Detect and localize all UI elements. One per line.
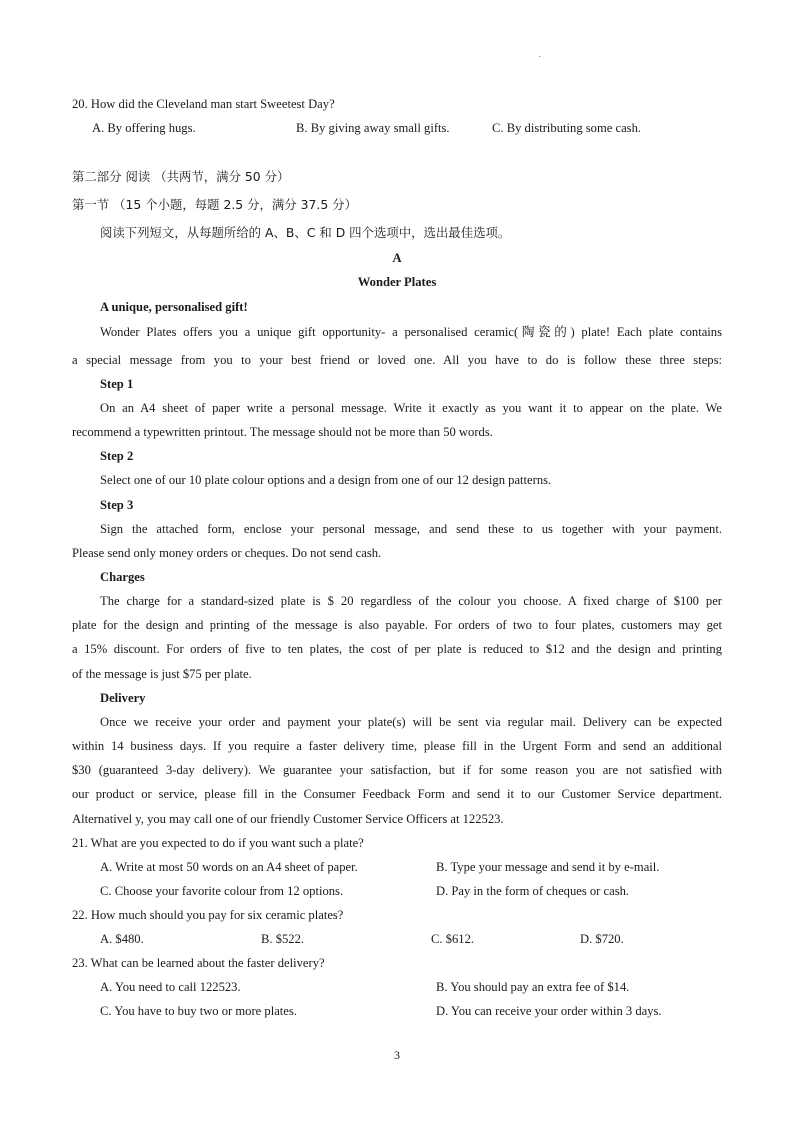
top-mark: ·: [538, 52, 542, 63]
q20-option-c: C. By distributing some cash.: [492, 121, 642, 135]
section-instruction: 阅读下列短文，从每题所给的 A、B、C 和 D 四个选项中，选出最佳选项。: [100, 225, 511, 240]
step3-line-1: Sign the attached form, enclose your personal message, and send these to us together with your payment.: [100, 522, 722, 536]
q23-option-a: A. You need to call 122523.: [100, 980, 241, 994]
charges-line-1: The charge for a standard-sized plate is $ 20 regardless of the colour you choose. A fixed charge of $100 per: [100, 594, 722, 608]
passage-label: A: [392, 251, 402, 265]
q22-option-c: C. $612.: [431, 932, 475, 946]
q20-option-a: A. By offering hugs.: [92, 121, 196, 135]
q22-option-b: B. $522.: [261, 932, 305, 946]
charges-heading: Charges: [100, 570, 145, 584]
passage-title: Wonder Plates: [357, 275, 437, 289]
q23-option-b: B. You should pay an extra fee of $14.: [436, 980, 630, 994]
step2-line-1: Select one of our 10 plate colour options and a design from one of our 12 design patterns.: [100, 473, 552, 487]
q21-option-b: B. Type your message and send it by e-mail.: [436, 860, 660, 874]
intro-line-2: a special message from you to your best friend or loved one. All you have to do is follow these three steps:: [72, 353, 722, 367]
q21-option-a: A. Write at most 50 words on an A4 sheet of paper.: [100, 860, 358, 874]
step1-heading: Step 1: [100, 377, 134, 391]
q23-question: 23. What can be learned about the faster delivery?: [72, 956, 325, 970]
delivery-line-4: our product or service, please fill in the Consumer Feedback Form and send it to our Customer Service department.: [72, 787, 722, 801]
part-title: 第二部分 阅读 （共两节，满分 50 分）: [72, 169, 290, 184]
passage-subtitle: A unique, personalised gift!: [100, 300, 248, 314]
q22-option-d: D. $720.: [580, 932, 624, 946]
q23-option-d: D. You can receive your order within 3 days.: [436, 1004, 662, 1018]
delivery-line-3: $30 (guaranteed 3-day delivery). We guarantee your satisfaction, but if for some reason you are not satisfied with: [72, 763, 722, 777]
q21-option-d: D. Pay in the form of cheques or cash.: [436, 884, 630, 898]
q23-option-c: C. You have to buy two or more plates.: [100, 1004, 297, 1018]
q21-question: 21. What are you expected to do if you want such a plate?: [72, 836, 364, 850]
step1-line-1: On an A4 sheet of paper write a personal message. Write it exactly as you want it to appear on the plate. We: [100, 401, 722, 415]
charges-line-4: of the message is just $75 per plate.: [72, 667, 252, 681]
section-subtitle: 第一节 （15 个小题，每题 2.5 分，满分 37.5 分）: [72, 197, 357, 212]
delivery-line-5: Alternativel y, you may call one of our friendly Customer Service Officers at 122523.: [72, 812, 504, 826]
step3-heading: Step 3: [100, 498, 134, 512]
q20-question: 20. How did the Cleveland man start Sweetest Day?: [72, 97, 335, 111]
step3-line-2: Please send only money orders or cheques. Do not send cash.: [72, 546, 382, 560]
step1-line-2: recommend a typewritten printout. The message should not be more than 50 words.: [72, 425, 493, 439]
charges-line-3: a 15% discount. For orders of five to ten plates, the cost of per plate is reduced to $12 and the design and printing: [72, 642, 722, 656]
delivery-line-1: Once we receive your order and payment your plate(s) will be sent via regular mail. Delivery can be expected: [100, 715, 722, 729]
page-number: 3: [394, 1048, 400, 1062]
q20-option-b: B. By giving away small gifts.: [296, 121, 450, 135]
q21-option-c: C. Choose your favorite colour from 12 options.: [100, 884, 344, 898]
charges-line-2: plate for the design and printing of the message is also payable. For orders of two to four plates, customers may get: [72, 618, 722, 632]
delivery-line-2: within 14 business days. If you require a faster delivery time, please fill in the Urgent Form and send an additional: [72, 739, 722, 753]
step2-heading: Step 2: [100, 449, 134, 463]
q22-question: 22. How much should you pay for six ceramic plates?: [72, 908, 344, 922]
intro-line-1: Wonder Plates offers you a unique gift opportunity- a personalised ceramic(陶瓷的) plate! Each plate contains: [100, 325, 722, 339]
q22-option-a: A. $480.: [100, 932, 144, 946]
delivery-heading: Delivery: [100, 691, 146, 705]
